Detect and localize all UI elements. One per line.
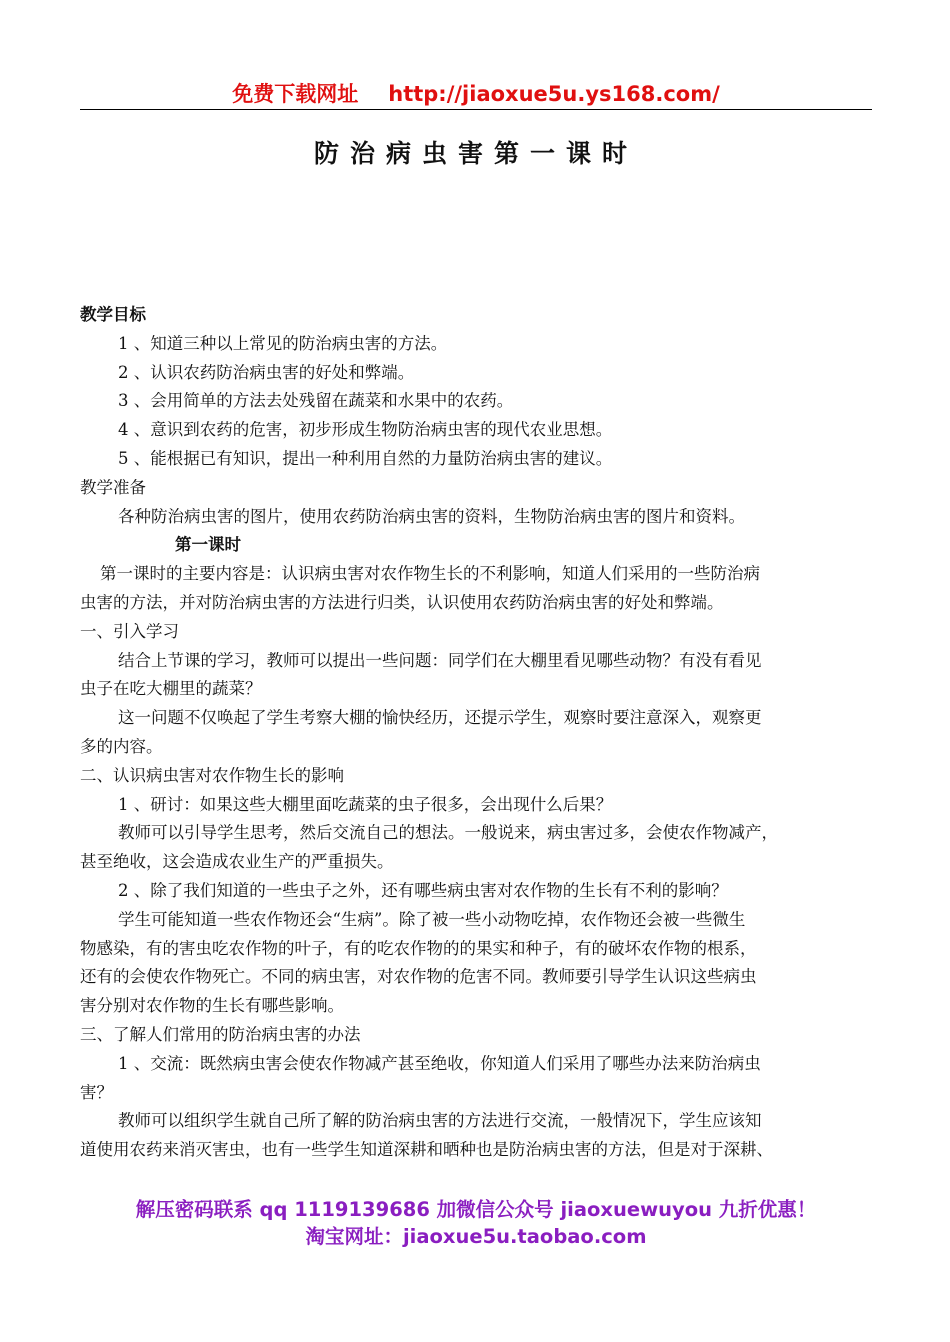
- section-heading-intro: 一、引入学习: [80, 621, 179, 641]
- footer-contact-line: 解压密码联系 qq 1119139686 加微信公众号 jiaoxuewuyou 九折优惠！: [135, 1198, 817, 1221]
- paragraph-line: 甚至绝收，这会造成农业生产的严重损失。: [80, 852, 394, 872]
- paragraph-line: 结合上节课的学习，教师可以提出一些问题：同学们在大棚里看见哪些动物？有没有看见: [118, 650, 762, 670]
- download-header: [80, 78, 872, 108]
- download-url-link[interactable]: http://jiaoxue5u.ys168.com/: [388, 82, 720, 106]
- section-heading-methods: 三、了解人们常用的防治病虫害的办法: [80, 1024, 361, 1044]
- paragraph-line: 教师可以引导学生思考，然后交流自己的想法。一般说来，病虫害过多，会使农作物减产，: [118, 823, 778, 843]
- paragraph-line: 害？: [80, 1082, 113, 1102]
- paragraph-line: 道使用农药来消灭害虫，也有一些学生知道深耕和晒种也是防治病虫害的方法，但是对于深耕、: [80, 1140, 773, 1160]
- paragraph-line: 教师可以组织学生就自己所了解的防治病虫害的方法进行交流，一般情况下，学生应该知: [118, 1111, 762, 1131]
- paragraph-line: 第一课时的主要内容是：认识病虫害对农作物生长的不利影响，知道人们采用的一些防治病: [100, 564, 760, 584]
- section-heading-objectives: 教学目标: [80, 305, 146, 324]
- paragraph-line: 害分别对农作物的生长有哪些影响。: [80, 996, 344, 1016]
- objective-item: 2 、认识农药防治病虫害的好处和弊端。: [118, 362, 415, 382]
- section-heading-lesson: 第一课时: [175, 535, 241, 555]
- section-heading-impact: 二、认识病虫害对农作物生长的影响: [80, 765, 344, 785]
- footer-shop-link[interactable]: 淘宝网址：jiaoxue5u.taobao.com: [305, 1225, 647, 1248]
- paragraph-line: 各种防治病虫害的图片，使用农药防治病虫害的资料，生物防治病虫害的图片和资料。: [118, 506, 745, 526]
- objective-item: 4 、意识到农药的危害，初步形成生物防治病虫害的现代农业思想。: [118, 420, 613, 440]
- paragraph-line: 多的内容。: [80, 736, 163, 756]
- download-label: 免费下载网址: [232, 82, 359, 106]
- paragraph-line: 虫子在吃大棚里的蔬菜？: [80, 679, 262, 699]
- paragraph-line: 学生可能知道一些农作物还会“生病”。除了被一些小动物吃掉，农作物还会被一些微生: [118, 909, 746, 929]
- header-divider: [80, 109, 872, 110]
- section-heading-preparation: 教学准备: [80, 477, 146, 497]
- paragraph-line: 还有的会使农作物死亡。不同的病虫害，对农作物的危害不同。教师要引导学生认识这些病虫: [80, 967, 757, 987]
- paragraph-line: 1 、交流：既然病虫害会使农作物减产甚至绝收，你知道人们采用了哪些办法来防治病虫: [118, 1053, 761, 1073]
- paragraph-line: 物感染，有的害虫吃农作物的叶子，有的吃农作物的的果实和种子，有的破坏农作物的根系，: [80, 938, 757, 958]
- objective-item: 5 、能根据已有知识，提出一种利用自然的力量防治病虫害的建议。: [118, 448, 613, 468]
- document-body: [80, 301, 875, 1165]
- objective-item: 3 、会用简单的方法去处残留在蔬菜和水果中的农药。: [118, 391, 514, 411]
- paragraph-line: 这一问题不仅唤起了学生考察大棚的愉快经历，还提示学生，观察时要注意深入，观察更: [118, 708, 762, 728]
- objective-item: 1 、知道三种以上常见的防治病虫害的方法。: [118, 333, 448, 353]
- paragraph-line: 1 、研讨：如果这些大棚里面吃蔬菜的虫子很多，会出现什么后果？: [118, 794, 613, 814]
- paragraph-line: 虫害的方法，并对防治病虫害的方法进行归类，认识使用农药防治病虫害的好处和弊端。: [80, 592, 724, 612]
- document-title: 防治病虫害第一课时: [313, 139, 638, 168]
- paragraph-line: 2 、除了我们知道的一些虫子之外，还有哪些病虫害对农作物的生长有不利的影响？: [118, 880, 728, 900]
- contact-footer: [80, 1196, 872, 1250]
